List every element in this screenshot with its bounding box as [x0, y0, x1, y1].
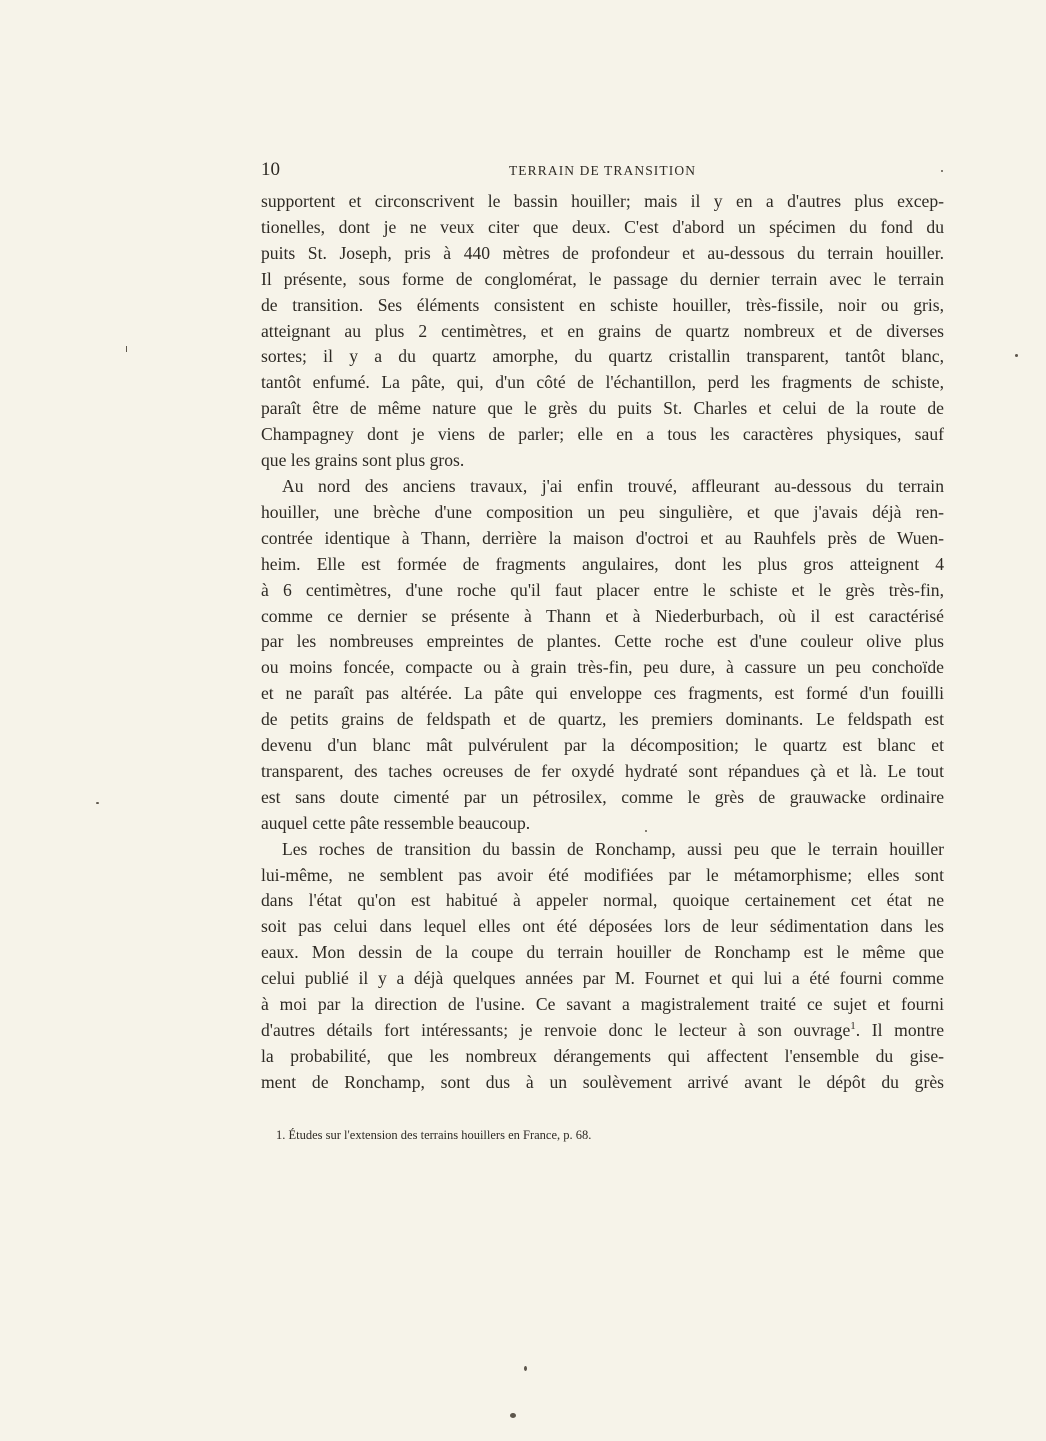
paragraph-2	[261, 474, 944, 837]
scan-speck	[510, 1413, 516, 1418]
paragraph-1	[261, 189, 944, 474]
text-line: eaux. Mon dessin de la coupe du terrain houiller de Ronchamp est le même que	[261, 942, 944, 963]
text-line: lui-même, ne semblent pas avoir été modifiées par le métamorphisme; elles sont	[261, 864, 944, 885]
text-line: de petits grains de feldspath et de quartz, les premiers dominants. Le feldspath est	[261, 709, 944, 730]
page-number: 10	[261, 159, 280, 180]
footnote-marker: 1	[850, 1020, 856, 1033]
text-line: Champagney dont je viens de parler; elle en a tous les caractères physiques, sauf	[261, 424, 944, 445]
text-line: tantôt enfumé. La pâte, qui, d'un côté de l'échantillon, perd les fragments de schiste,	[261, 372, 944, 393]
text-line: comme ce dernier se présente à Thann et à Niederburbach, où il est caractérisé	[261, 605, 944, 626]
text-line: Les roches de transition du bassin de Ronchamp, aussi peu que le terrain houiller	[282, 838, 944, 859]
text-line: de transition. Ses éléments consistent en schiste houiller, très-fissile, noir ou gris,	[261, 294, 944, 315]
text-line-with-footnote	[261, 1018, 944, 1044]
text-line: est sans doute cimenté par un pétrosilex, comme le grès de grauwacke ordinaire	[261, 786, 944, 807]
text-line: la probabilité, que les nombreux dérangements qui affectent l'ensemble du gise-	[261, 1045, 944, 1066]
body-text	[261, 189, 944, 1096]
text-line: auquel cette pâte ressemble beaucoup.	[261, 812, 531, 833]
scan-speck	[645, 830, 647, 832]
text-line: que les grains sont plus gros.	[261, 450, 465, 471]
text-line: transparent, des taches ocreuses de fer oxydé hydraté sont répandues çà et là. Le tout	[261, 760, 944, 781]
text-line: celui publié il y a déjà quelques années par M. Fournet et qui lui a été fourni comme	[261, 968, 944, 989]
text-line: par les nombreuses empreintes de plantes. Cette roche est d'une couleur olive plus	[261, 631, 944, 652]
running-title: TERRAIN DE TRANSITION	[508, 163, 697, 178]
scan-speck	[126, 346, 127, 352]
text-line: et ne paraît pas altérée. La pâte qui enveloppe ces fragments, est formé d'un fouilli	[261, 683, 944, 704]
text-line: houiller, une brèche d'une composition un peu singulière, et que j'avais déjà ren-	[261, 501, 944, 522]
text-line: contrée identique à Thann, derrière la maison d'octroi et au Rauhfels près de Wuen-	[261, 527, 944, 548]
scan-speck	[524, 1366, 527, 1371]
text-line: tionelles, dont je ne veux citer que deux. C'est d'abord un spécimen du fond du	[261, 216, 944, 237]
text-line: heim. Elle est formée de fragments angulaires, dont les plus gros atteignent 4	[261, 553, 944, 574]
text-line: dans l'état qu'on est habitué à appeler normal, quoique certainement cet état ne	[261, 890, 944, 911]
page-header	[261, 158, 944, 182]
text-line: Il présente, sous forme de conglomérat, le passage du dernier terrain avec le terrain	[261, 268, 944, 289]
text-line: ment de Ronchamp, sont dus à un soulèvement arrivé avant le dépôt du grès	[261, 1071, 944, 1092]
text-line: atteignant au plus 2 centimètres, et en grains de quartz nombreux et de diverses	[261, 320, 944, 341]
scan-speck	[96, 802, 99, 804]
text-line: supportent et circonscrivent le bassin houiller; mais il y en a d'autres plus excep-	[261, 191, 944, 211]
text-line: paraît être de même nature que le grès du puits St. Charles et celui de la route de	[261, 398, 944, 419]
text-segment: . Il montre	[855, 1020, 945, 1040]
text-line: ou moins foncée, compacte ou à grain très-fin, peu dure, à cassure un peu conchoïde	[261, 657, 944, 678]
text-line: à 6 centimètres, d'une roche qu'il faut placer entre le schiste et le grès très-fin,	[261, 579, 944, 600]
text-line: devenu d'un blanc mât pulvérulent par la décomposition; le quartz est blanc et	[261, 735, 944, 756]
text-line: sortes; il y a du quartz amorphe, du quartz cristallin transparent, tantôt blanc,	[261, 346, 944, 367]
text-line: Au nord des anciens travaux, j'ai enfin trouvé, affleurant au-dessous du terrain	[282, 475, 944, 496]
text-line: puits St. Joseph, pris à 440 mètres de profondeur et au-dessous du terrain houiller.	[261, 242, 944, 263]
text-line: à moi par la direction de l'usine. Ce savant a magistralement traité ce sujet et fourni	[261, 994, 944, 1015]
footnote: 1. Études sur l'extension des terrains houillers en France, p. 68.	[276, 1128, 592, 1142]
text-segment: d'autres détails fort intéressants; je renvoie donc le lecteur à son ouvrage	[261, 1020, 851, 1040]
scan-speck	[941, 170, 943, 172]
text-line: soit pas celui dans lequel elles ont été déposées lors de leur sédimentation dans les	[261, 916, 944, 937]
paragraph-3	[261, 837, 944, 1096]
scan-speck	[1015, 354, 1018, 357]
